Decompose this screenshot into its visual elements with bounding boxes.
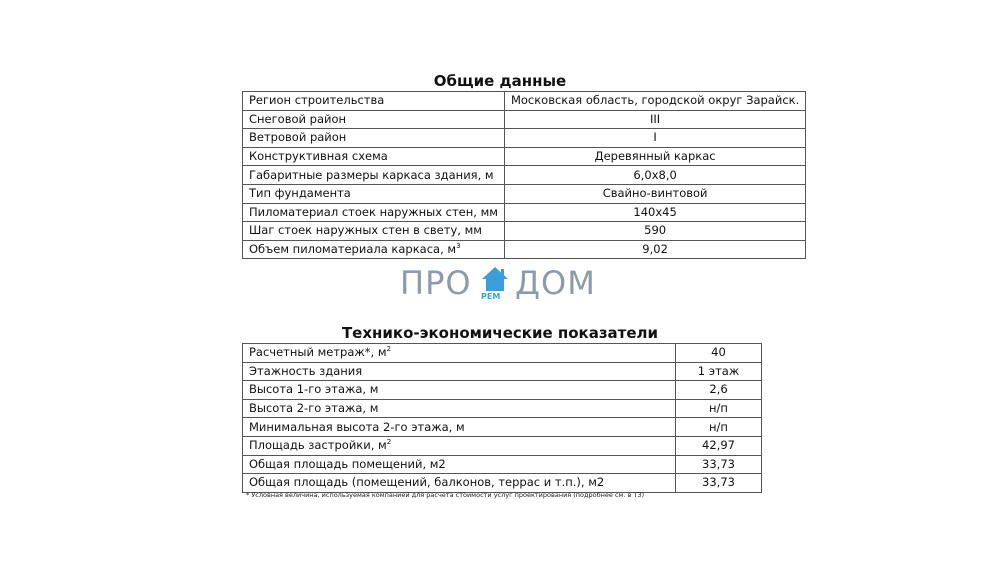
row-value: 590 [504, 222, 805, 241]
tech-data-table [242, 343, 762, 493]
row-label: Общая площадь (помещений, балконов, террас и т.п.), м2 [243, 474, 676, 493]
logo-word-dom: ДОМ [515, 264, 596, 302]
footnote: * Условная величина, используемая компанией для расчета стоимости услуг проектирования (подробнее см. в ТЗ) [246, 491, 645, 499]
table-row [243, 110, 806, 129]
row-label: Габаритные размеры каркаса здания, м [243, 166, 505, 185]
row-value: 2,6 [676, 381, 762, 400]
table-row [243, 418, 762, 437]
table-row [243, 240, 806, 259]
unit-superscript: 2 [386, 438, 392, 447]
row-value: III [504, 110, 805, 129]
row-value: 42,97 [676, 436, 762, 455]
row-value: Московская область, городской округ Зарайск. [504, 92, 805, 111]
row-value: н/п [676, 399, 762, 418]
row-label: Минимальная высота 2-го этажа, м [243, 418, 676, 437]
logo-sub: РЕМ [481, 292, 501, 301]
tech-data-title: Технико-экономические показатели [341, 324, 659, 342]
logo [400, 262, 600, 302]
row-value: 33,73 [676, 474, 762, 493]
table-row [243, 399, 762, 418]
row-label: Высота 1-го этажа, м [243, 381, 676, 400]
row-label: Высота 2-го этажа, м [243, 399, 676, 418]
row-label: Площадь застройки, м [249, 438, 387, 453]
row-value: 9,02 [504, 240, 805, 259]
row-value: 33,73 [676, 455, 762, 474]
row-label-cell [243, 436, 676, 455]
row-value: 40 [676, 344, 762, 363]
table-row [243, 184, 806, 203]
row-value: 140х45 [504, 203, 805, 222]
table-row [243, 474, 762, 493]
row-label: Конструктивная схема [243, 147, 505, 166]
row-value: Свайно-винтовой [504, 184, 805, 203]
row-label: Объем пиломатериала каркаса, м [249, 242, 457, 257]
logo-word-pro: ПРО [400, 264, 472, 302]
row-label-cell [243, 344, 676, 363]
table-row [243, 381, 762, 400]
table-row [243, 222, 806, 241]
general-data-title: Общие данные [433, 72, 567, 90]
table-row [243, 362, 762, 381]
row-label: Расчетный метраж*, м [249, 345, 387, 360]
row-label-cell [243, 240, 505, 259]
row-label: Общая площадь помещений, м2 [243, 455, 676, 474]
row-value: 1 этаж [676, 362, 762, 381]
table-row [243, 344, 762, 363]
table-row [243, 455, 762, 474]
row-label: Ветровой район [243, 129, 505, 148]
table-row [243, 92, 806, 111]
table-row [243, 203, 806, 222]
row-value: 6,0х8,0 [504, 166, 805, 185]
row-value: Деревянный каркас [504, 147, 805, 166]
row-label: Тип фундамента [243, 184, 505, 203]
table-row [243, 436, 762, 455]
row-label: Регион строительства [243, 92, 505, 111]
unit-superscript: 3 [456, 242, 461, 251]
unit-superscript: 2 [386, 345, 391, 354]
table-row [243, 166, 806, 185]
general-data-table [242, 91, 806, 259]
row-value: н/п [676, 418, 762, 437]
row-label: Снеговой район [243, 110, 505, 129]
row-value: I [504, 129, 805, 148]
row-label: Этажность здания [243, 362, 676, 381]
row-label: Шаг стоек наружных стен в свету, мм [243, 222, 505, 241]
table-row [243, 147, 806, 166]
table-row [243, 129, 806, 148]
row-label: Пиломатериал стоек наружных стен, мм [243, 203, 505, 222]
